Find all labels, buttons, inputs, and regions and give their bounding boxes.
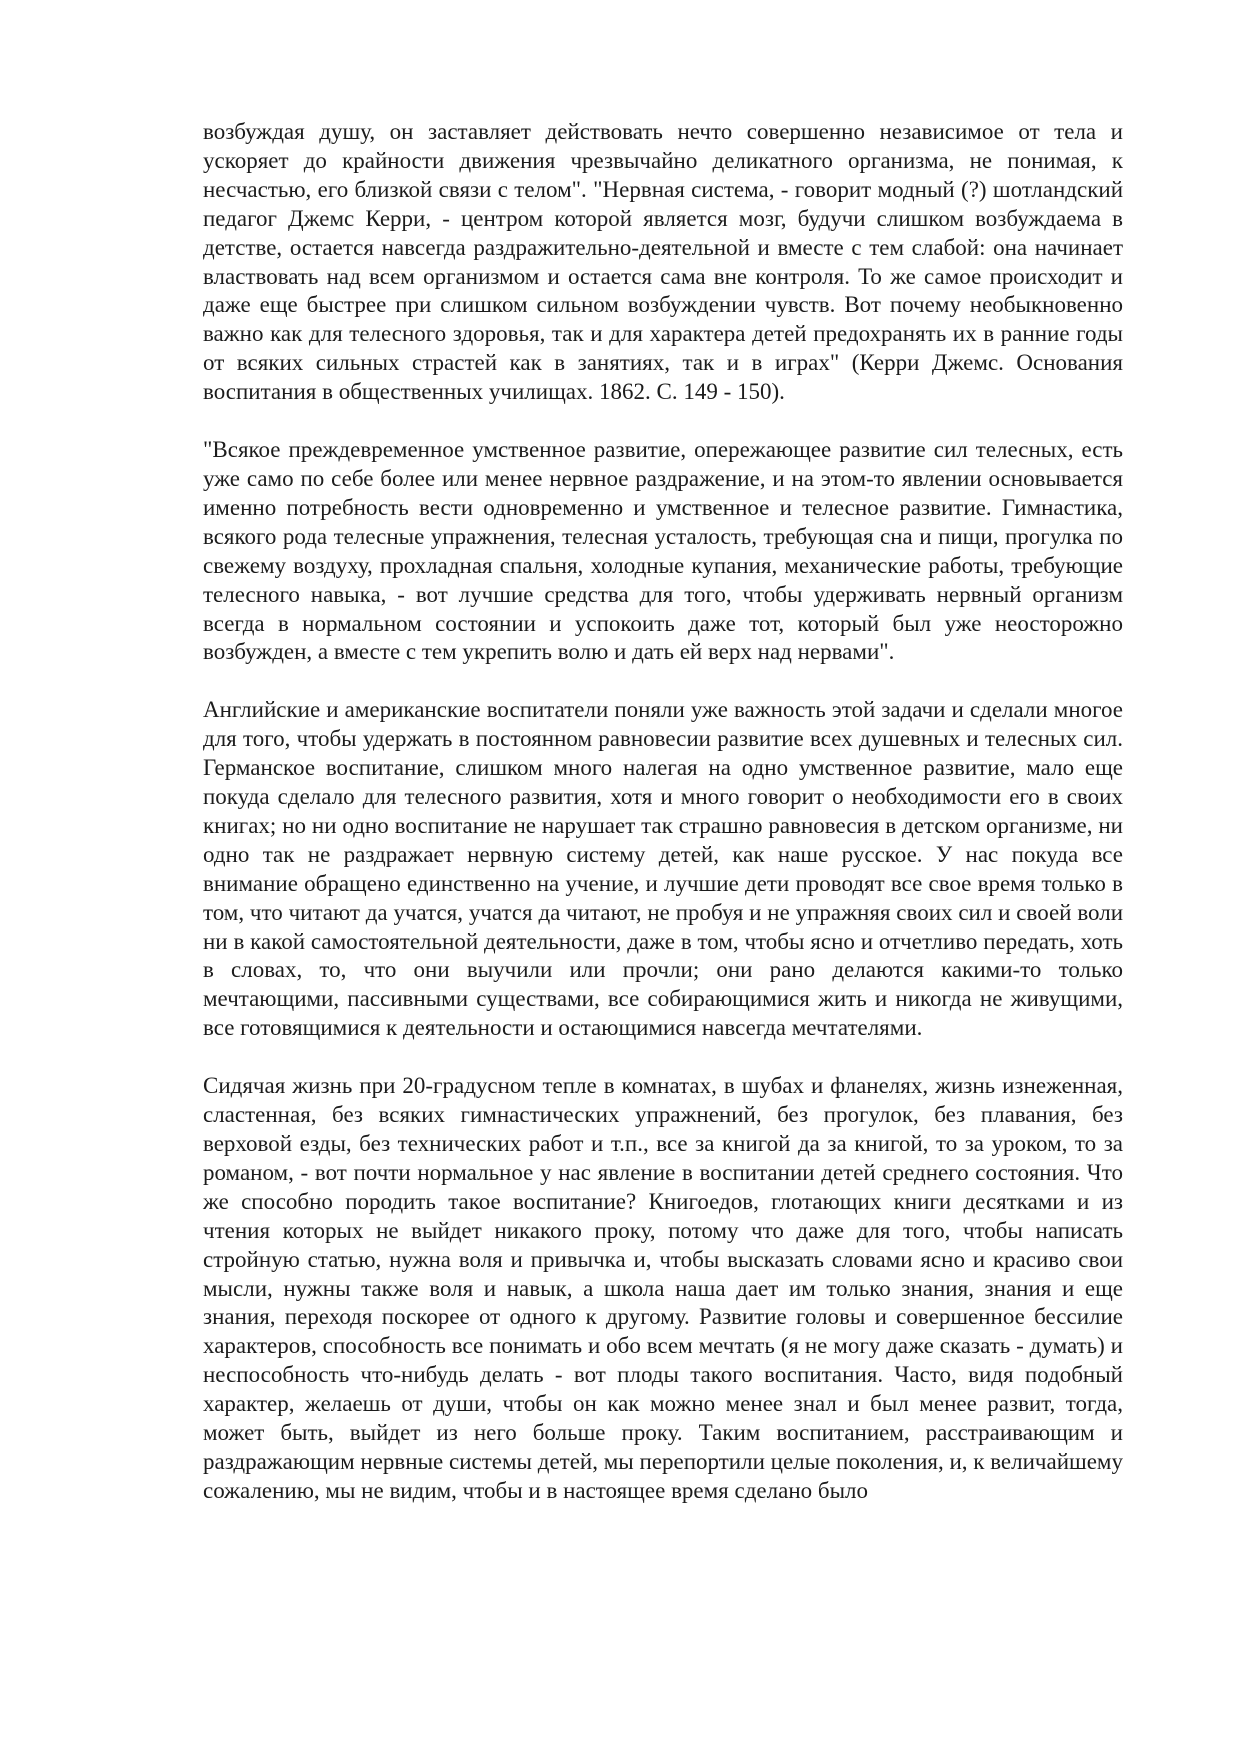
paragraph-2: "Всякое преждевременное умственное развитие, опережающее развитие сил телесных, есть уже само по себе более или менее нервное раздражение, и на этом-то явлении основывается именно потребность вести одновременно и умственное и телесное развитие. Гимнастика, всякого рода телесные упражнения, телесная усталость, требующая сна и пищи, прогулка по свежему воздуху, прохладная спальня, холодные купания, механические работы, требующие телесного навыка, - вот лучшие средства для того, чтобы удерживать нервный организм всегда в нормальном состоянии и успокоить даже тот, который был уже неосторожно возбужден, а вместе с тем укрепить волю и дать ей верх над нервами". xyxy=(203,437,1123,665)
paragraph-1: возбуждая душу, он заставляет действовать нечто совершенно независимое от тела и ускоряет до крайности движения чрезвычайно деликатного организма, не понимая, к несчастью, его близкой связи с телом". "Нервная система, - говорит модный (?) шотландский педагог Джемс Керри, - центром которой является мозг, будучи слишком возбуждаема в детстве, остается навсегда раздражительно-деятельной и вместе с тем слабой: она начинает властвовать над всем организмом и остается сама вне контроля. То же самое происходит и даже еще быстрее при слишком сильном возбуждении чувств. Вот почему необыкновенно важно как для телесного здоровья, так и для характера детей предохранять их в ранние годы от всяких сильных страстей как в занятиях, так и в играх" (Керри Джемс. Основания воспитания в общественных училищах. 1862. С. 149 - 150). xyxy=(203,119,1123,405)
document-page xyxy=(203,118,1123,1535)
paragraph-4: Сидячая жизнь при 20-градусном тепле в комнатах, в шубах и фланелях, жизнь изнеженная, сластенная, без всяких гимнастических упражнений, без прогулок, без плавания, без верховой езды, без технических работ и т.п., все за книгой да за книгой, то за уроком, то за романом, - вот почти нормальное у нас явление в воспитании детей среднего состояния. Что же способно породить такое воспитание? Книгоедов, глотающих книги десятками и из чтения которых не выйдет никакого проку, потому что даже для того, чтобы написать стройную статью, нужна воля и привычка и, чтобы высказать словами ясно и красиво свои мысли, нужны также воля и навык, а школа наша дает им только знания, знания и еще знания, переходя поскорее от одного к другому. Развитие головы и совершенное бессилие характеров, способность все понимать и обо всем мечтать (я не могу даже сказать - думать) и неспособность что-нибудь делать - вот плоды такого воспитания. Часто, видя подобный характер, желаешь от души, чтобы он как можно менее знал и был менее развит, тогда, может быть, выйдет из него больше проку. Таким воспитанием, расстраивающим и раздражающим нервные системы детей, мы перепортили целые поколения, и, к величайшему сожалению, мы не видим, чтобы и в настоящее время сделано было xyxy=(203,1073,1123,1503)
paragraph-3: Английские и американские воспитатели поняли уже важность этой задачи и сделали многое для того, чтобы удержать в постоянном равновесии развитие всех душевных и телесных сил. Германское воспитание, слишком много налегая на одно умственное развитие, мало еще покуда сделало для телесного развития, хотя и много говорит о необходимости его в своих книгах; но ни одно воспитание не нарушает так страшно равновесия в детском организме, ни одно так не раздражает нервную систему детей, как наше русское. У нас покуда все внимание обращено единственно на учение, и лучшие дети проводят все свое время только в том, что читают да учатся, учатся да читают, не пробуя и не упражняя своих сил и своей воли ни в какой самостоятельной деятельности, даже в том, чтобы ясно и отчетливо передать, хоть в словах, то, что они выучили или прочли; они рано делаются какими-то только мечтающими, пассивными существами, все собирающимися жить и никогда не живущими, все готовящимися к деятельности и остающимися навсегда мечтателями. xyxy=(203,697,1123,1041)
